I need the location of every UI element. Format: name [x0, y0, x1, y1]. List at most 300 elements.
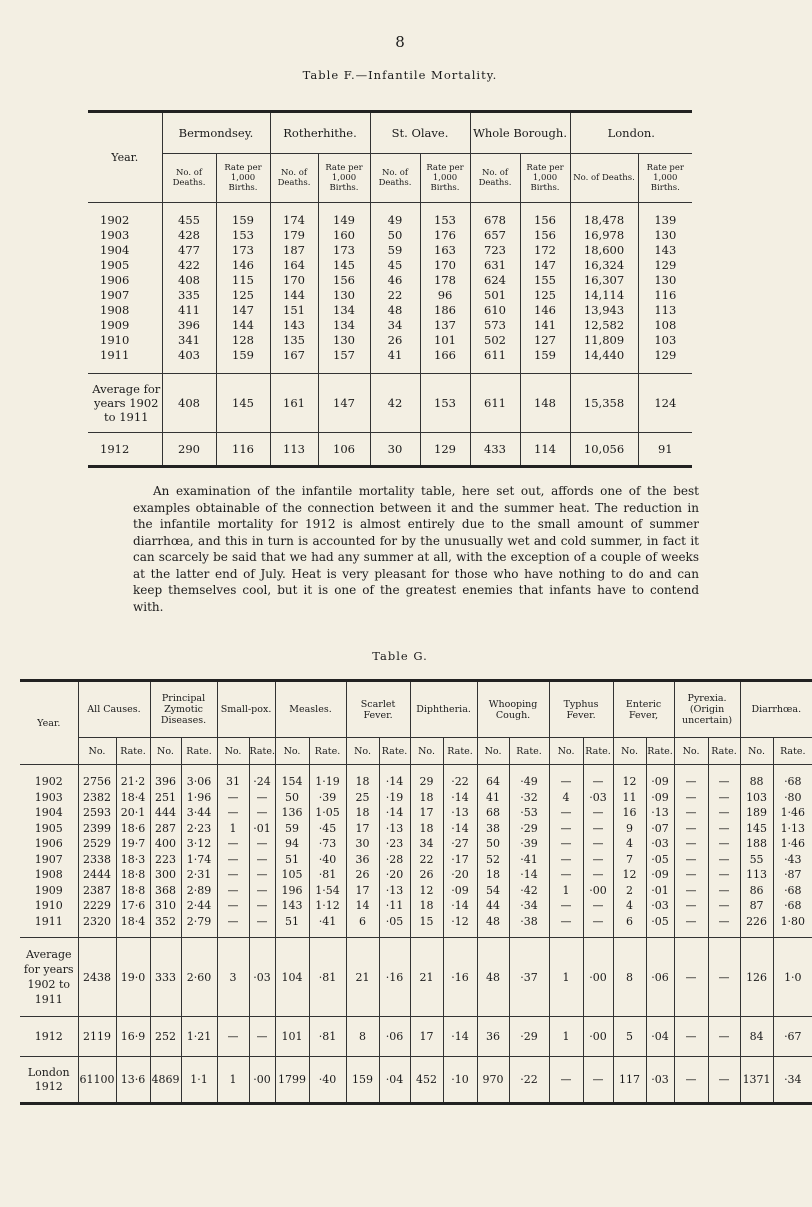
value-cell: ·07: [646, 821, 674, 837]
value-cell: 341: [162, 333, 216, 348]
value-cell: —: [549, 805, 583, 821]
value-cell: 433: [470, 433, 520, 467]
value-cell: 48: [477, 914, 509, 938]
sub-header-rate: Rate.: [773, 738, 812, 765]
value-cell: 1·13: [773, 821, 812, 837]
value-cell: 11: [613, 790, 646, 806]
value-cell: 14,114: [570, 288, 638, 303]
value-cell: 96: [420, 288, 470, 303]
value-cell: 146: [216, 258, 270, 273]
value-cell: 46: [370, 273, 420, 288]
value-cell: 21: [346, 938, 379, 1017]
value-cell: 2: [613, 883, 646, 899]
value-cell: 114: [520, 433, 570, 467]
value-cell: —: [549, 852, 583, 868]
value-cell: 116: [638, 288, 692, 303]
table-row: [20, 852, 812, 868]
value-cell: 59: [370, 243, 420, 258]
value-cell: 104: [275, 938, 309, 1017]
value-cell: 657: [470, 228, 520, 243]
sub-header-no: No.: [275, 738, 309, 765]
value-cell: —: [583, 821, 613, 837]
value-cell: 178: [420, 273, 470, 288]
value-cell: 154: [275, 765, 309, 790]
value-cell: 68: [477, 805, 509, 821]
value-cell: 2756: [78, 765, 116, 790]
value-cell: 400: [150, 836, 181, 852]
value-cell: 103: [638, 333, 692, 348]
year-cell: 1902: [100, 213, 130, 227]
value-cell: 147: [318, 374, 370, 433]
table-row: [20, 938, 812, 1017]
value-cell: ·22: [443, 765, 477, 790]
value-cell: ·14: [443, 790, 477, 806]
value-cell: 130: [638, 273, 692, 288]
value-cell: ·05: [379, 914, 410, 938]
value-cell: 1·0: [773, 938, 812, 1017]
value-cell: ·03: [583, 790, 613, 806]
value-cell: 87: [740, 898, 773, 914]
value-cell: 352: [150, 914, 181, 938]
value-cell: 51: [275, 852, 309, 868]
value-cell: 64: [477, 765, 509, 790]
group-header: St. Olave.: [370, 112, 470, 154]
value-cell: 101: [275, 1017, 309, 1057]
value-cell: ·45: [309, 821, 346, 837]
value-cell: 1·80: [773, 914, 812, 938]
value-cell: —: [549, 914, 583, 938]
value-cell: 422: [162, 258, 216, 273]
value-cell: —: [708, 790, 740, 806]
value-cell: —: [674, 805, 708, 821]
sub-header-rate: Rate.: [249, 738, 275, 765]
value-cell: —: [674, 914, 708, 938]
value-cell: —: [217, 867, 249, 883]
value-cell: ·03: [646, 1057, 674, 1104]
value-cell: 19·7: [116, 836, 150, 852]
value-cell: 9: [613, 821, 646, 837]
year-cell: 1908: [34, 868, 63, 881]
sub-header-rate: Rate.: [509, 738, 549, 765]
value-cell: 1·46: [773, 836, 812, 852]
value-cell: ·00: [583, 883, 613, 899]
value-cell: ·53: [509, 805, 549, 821]
value-cell: ·68: [773, 765, 812, 790]
value-cell: ·27: [443, 836, 477, 852]
value-cell: 1·54: [309, 883, 346, 899]
year-cell: 1908: [100, 303, 130, 317]
value-cell: 18: [477, 867, 509, 883]
value-cell: ·29: [509, 1017, 549, 1057]
value-cell: ·34: [773, 1057, 812, 1104]
value-cell: 156: [520, 228, 570, 243]
value-cell: ·14: [509, 867, 549, 883]
sub-header-deaths: No. of Deaths.: [570, 154, 638, 203]
value-cell: —: [217, 914, 249, 938]
value-cell: 130: [318, 333, 370, 348]
group-header: Rotherhithe.: [270, 112, 370, 154]
value-cell: 11,809: [570, 333, 638, 348]
year-cell: 1911: [34, 914, 63, 928]
value-cell: —: [674, 938, 708, 1017]
value-cell: 156: [520, 203, 570, 229]
year-cell: 1909: [100, 318, 130, 332]
value-cell: 18: [410, 821, 443, 837]
value-cell: 1·19: [309, 765, 346, 790]
value-cell: 477: [162, 243, 216, 258]
value-cell: ·01: [646, 883, 674, 899]
value-cell: ·00: [583, 1017, 613, 1057]
value-cell: —: [249, 883, 275, 899]
value-cell: —: [583, 836, 613, 852]
table-row: [20, 898, 812, 914]
value-cell: 22: [370, 288, 420, 303]
value-cell: 129: [420, 433, 470, 467]
value-cell: 42: [370, 374, 420, 433]
value-cell: 251: [150, 790, 181, 806]
value-cell: ·42: [509, 883, 549, 899]
table-g-title: Table G.: [372, 649, 428, 663]
value-cell: 145: [740, 821, 773, 837]
value-cell: 14: [346, 898, 379, 914]
value-cell: ·14: [379, 765, 410, 790]
value-cell: 139: [638, 203, 692, 229]
group-header: Diarrhœa.: [740, 681, 812, 738]
value-cell: —: [217, 1017, 249, 1057]
group-header: Bermondsey.: [162, 112, 270, 154]
value-cell: ·09: [443, 883, 477, 899]
value-cell: ·68: [773, 898, 812, 914]
value-cell: ·37: [509, 938, 549, 1017]
value-cell: 4: [613, 898, 646, 914]
year-cell: 1907: [100, 288, 130, 302]
page-number: 8: [395, 33, 405, 51]
value-cell: 631: [470, 258, 520, 273]
table-row: [88, 243, 692, 258]
value-cell: —: [217, 898, 249, 914]
value-cell: —: [549, 867, 583, 883]
year-cell: 1909: [34, 883, 63, 897]
year-cell: Average for years 1902 to 1911: [88, 374, 162, 433]
value-cell: 15: [410, 914, 443, 938]
value-cell: 502: [470, 333, 520, 348]
table-f-infantile-mortality: [88, 110, 692, 468]
value-cell: 25: [346, 790, 379, 806]
value-cell: —: [708, 883, 740, 899]
value-cell: ·13: [443, 805, 477, 821]
value-cell: 6: [613, 914, 646, 938]
value-cell: 1·74: [181, 852, 217, 868]
value-cell: 18: [346, 765, 379, 790]
value-cell: 2529: [78, 836, 116, 852]
value-cell: 14,440: [570, 348, 638, 374]
year-cell: 1905: [34, 821, 63, 835]
value-cell: —: [249, 836, 275, 852]
value-cell: ·29: [509, 821, 549, 837]
value-cell: —: [549, 821, 583, 837]
table-row: [20, 765, 812, 790]
value-cell: 173: [216, 243, 270, 258]
value-cell: ·32: [509, 790, 549, 806]
value-cell: 3·44: [181, 805, 217, 821]
value-cell: 290: [162, 433, 216, 467]
value-cell: 188: [740, 836, 773, 852]
value-cell: 501: [470, 288, 520, 303]
value-cell: 310: [150, 898, 181, 914]
sub-header-rate: Rate per 1,000 Births.: [216, 154, 270, 203]
value-cell: ·11: [379, 898, 410, 914]
value-cell: 2320: [78, 914, 116, 938]
group-header: London.: [570, 112, 692, 154]
sub-header-no: No.: [410, 738, 443, 765]
value-cell: ·22: [509, 1057, 549, 1104]
value-cell: 1: [549, 1017, 583, 1057]
value-cell: 143: [275, 898, 309, 914]
sub-header-rate: Rate per 1,000 Births.: [520, 154, 570, 203]
value-cell: 101: [420, 333, 470, 348]
value-cell: 17: [346, 821, 379, 837]
value-cell: 17·6: [116, 898, 150, 914]
value-cell: 2387: [78, 883, 116, 899]
value-cell: ·14: [443, 821, 477, 837]
value-cell: 125: [216, 288, 270, 303]
value-cell: —: [708, 1057, 740, 1104]
value-cell: ·23: [379, 836, 410, 852]
value-cell: —: [249, 790, 275, 806]
value-cell: 145: [318, 258, 370, 273]
value-cell: 125: [520, 288, 570, 303]
value-cell: 428: [162, 228, 216, 243]
year-cell: 1903: [34, 790, 63, 804]
value-cell: 141: [520, 318, 570, 333]
value-cell: ·28: [379, 852, 410, 868]
value-cell: 153: [420, 203, 470, 229]
value-cell: 18,478: [570, 203, 638, 229]
value-cell: 41: [477, 790, 509, 806]
value-cell: 10,056: [570, 433, 638, 467]
value-cell: 50: [370, 228, 420, 243]
value-cell: 22: [410, 852, 443, 868]
value-cell: 91: [638, 433, 692, 467]
value-cell: 147: [216, 303, 270, 318]
value-cell: ·03: [646, 836, 674, 852]
value-cell: 148: [520, 374, 570, 433]
value-cell: —: [708, 938, 740, 1017]
value-cell: 19·0: [116, 938, 150, 1017]
value-cell: 18: [346, 805, 379, 821]
value-cell: 51: [275, 914, 309, 938]
table-row: [88, 273, 692, 288]
value-cell: 45: [370, 258, 420, 273]
value-cell: 50: [477, 836, 509, 852]
value-cell: ·06: [646, 938, 674, 1017]
value-cell: 128: [216, 333, 270, 348]
value-cell: 13,943: [570, 303, 638, 318]
group-header: Diphtheria.: [410, 681, 477, 738]
value-cell: 1·46: [773, 805, 812, 821]
value-cell: 117: [613, 1057, 646, 1104]
value-cell: ·00: [249, 1057, 275, 1104]
value-cell: 144: [216, 318, 270, 333]
table-row: [88, 318, 692, 333]
value-cell: —: [583, 805, 613, 821]
value-cell: 50: [275, 790, 309, 806]
value-cell: 1·21: [181, 1017, 217, 1057]
value-cell: 408: [162, 374, 216, 433]
value-cell: ·20: [379, 867, 410, 883]
value-cell: ·03: [646, 898, 674, 914]
value-cell: 156: [318, 273, 370, 288]
value-cell: —: [708, 898, 740, 914]
value-cell: 179: [270, 228, 318, 243]
value-cell: ·13: [646, 805, 674, 821]
table-g-mortality-causes: [20, 679, 812, 1105]
group-header: Measles.: [275, 681, 346, 738]
value-cell: 144: [270, 288, 318, 303]
value-cell: —: [549, 836, 583, 852]
value-cell: ·00: [583, 938, 613, 1017]
sub-header-rate: Rate.: [708, 738, 740, 765]
value-cell: —: [708, 914, 740, 938]
value-cell: 3·12: [181, 836, 217, 852]
value-cell: 2119: [78, 1017, 116, 1057]
year-cell: 1912: [100, 441, 130, 456]
value-cell: 2593: [78, 805, 116, 821]
value-cell: 26: [370, 333, 420, 348]
value-cell: ·13: [379, 883, 410, 899]
value-cell: 15,358: [570, 374, 638, 433]
value-cell: 44: [477, 898, 509, 914]
value-cell: 2·89: [181, 883, 217, 899]
table-row: [88, 433, 692, 467]
value-cell: 88: [740, 765, 773, 790]
value-cell: 108: [638, 318, 692, 333]
value-cell: 187: [270, 243, 318, 258]
value-cell: 18·4: [116, 914, 150, 938]
year-cell: 1903: [100, 228, 130, 242]
year-cell: 1911: [100, 348, 130, 362]
value-cell: 130: [318, 288, 370, 303]
value-cell: —: [708, 836, 740, 852]
table-row: [20, 836, 812, 852]
value-cell: 335: [162, 288, 216, 303]
table-row: [20, 805, 812, 821]
value-cell: 611: [470, 374, 520, 433]
value-cell: —: [249, 1017, 275, 1057]
value-cell: 4869: [150, 1057, 181, 1104]
group-header: Enteric Fever,: [613, 681, 674, 738]
value-cell: ·43: [773, 852, 812, 868]
value-cell: —: [583, 1057, 613, 1104]
value-cell: 159: [216, 348, 270, 374]
commentary-paragraph: An examination of the infantile mortality table, here set out, affords one of the best examples obtainable of the connection between it and the summer heat. The reduction in the infantile mortality for 1912 is almost entirely due to the small amount of summer diarrhœa, and this in turn is accounted for by the unusually wet and cold summer, in fact it can scarcely be said that we had any summer at all, with the exception of a couple of weeks at the latter end of July. Heat is very pleasant for those who have nothing to do and can keep themselves cool, but it is one of the greatest enemies that infants have to contend with.: [133, 484, 699, 614]
sub-header-rate: Rate.: [181, 738, 217, 765]
value-cell: 173: [318, 243, 370, 258]
table-row: [20, 1057, 812, 1104]
value-cell: 12: [410, 883, 443, 899]
value-cell: 34: [370, 318, 420, 333]
sub-header-deaths: No. of Deaths.: [370, 154, 420, 203]
value-cell: —: [249, 852, 275, 868]
value-cell: ·04: [379, 1057, 410, 1104]
value-cell: 18: [410, 898, 443, 914]
value-cell: ·06: [379, 1017, 410, 1057]
value-cell: ·68: [773, 883, 812, 899]
table-row: [88, 333, 692, 348]
value-cell: —: [549, 1057, 583, 1104]
value-cell: 176: [420, 228, 470, 243]
sub-header-rate: Rate.: [443, 738, 477, 765]
value-cell: 52: [477, 852, 509, 868]
value-cell: 48: [370, 303, 420, 318]
value-cell: 18,600: [570, 243, 638, 258]
value-cell: 252: [150, 1017, 181, 1057]
year-cell: 1904: [34, 806, 63, 819]
value-cell: —: [249, 805, 275, 821]
value-cell: 408: [162, 273, 216, 288]
value-cell: —: [708, 1017, 740, 1057]
value-cell: ·40: [309, 1057, 346, 1104]
value-cell: 1·1: [181, 1057, 217, 1104]
value-cell: 170: [270, 273, 318, 288]
value-cell: 189: [740, 805, 773, 821]
group-header: Scarlet Fever.: [346, 681, 410, 738]
sub-header-deaths: No. of Deaths.: [470, 154, 520, 203]
value-cell: 59: [275, 821, 309, 837]
value-cell: 1: [549, 883, 583, 899]
value-cell: —: [549, 898, 583, 914]
value-cell: 30: [346, 836, 379, 852]
value-cell: ·80: [773, 790, 812, 806]
value-cell: ·34: [509, 898, 549, 914]
value-cell: 4: [613, 836, 646, 852]
value-cell: —: [674, 867, 708, 883]
value-cell: —: [708, 765, 740, 790]
value-cell: 573: [470, 318, 520, 333]
value-cell: 610: [470, 303, 520, 318]
value-cell: 94: [275, 836, 309, 852]
group-header: Pyrexia. (Origin uncertain): [674, 681, 740, 738]
sub-header-no: No.: [740, 738, 773, 765]
value-cell: —: [674, 852, 708, 868]
table-row: [88, 258, 692, 273]
value-cell: 113: [270, 433, 318, 467]
year-header: Year.: [20, 681, 78, 765]
value-cell: —: [674, 821, 708, 837]
table-row: [20, 883, 812, 899]
value-cell: ·39: [509, 836, 549, 852]
value-cell: —: [249, 867, 275, 883]
value-cell: 143: [270, 318, 318, 333]
value-cell: 136: [275, 805, 309, 821]
value-cell: 411: [162, 303, 216, 318]
value-cell: —: [583, 867, 613, 883]
sub-header-deaths: No. of Deaths.: [270, 154, 318, 203]
value-cell: —: [708, 867, 740, 883]
value-cell: ·67: [773, 1017, 812, 1057]
value-cell: 137: [420, 318, 470, 333]
value-cell: —: [674, 765, 708, 790]
value-cell: ·01: [249, 821, 275, 837]
value-cell: ·14: [379, 805, 410, 821]
value-cell: ·49: [509, 765, 549, 790]
value-cell: 455: [162, 203, 216, 229]
value-cell: 159: [520, 348, 570, 374]
year-cell: 1905: [100, 258, 130, 272]
value-cell: ·16: [379, 938, 410, 1017]
value-cell: 6: [346, 914, 379, 938]
value-cell: 16,978: [570, 228, 638, 243]
